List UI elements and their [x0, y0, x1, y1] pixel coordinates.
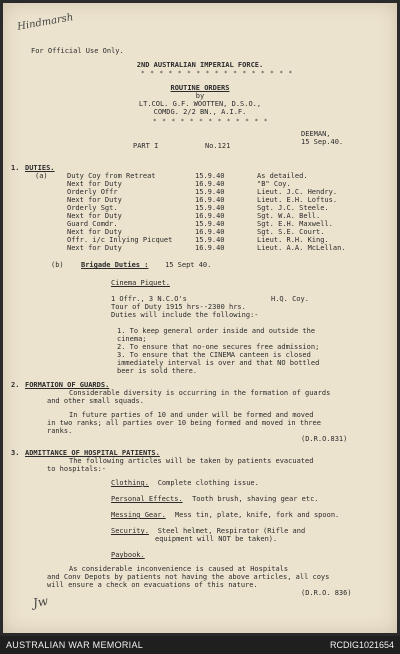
divider: * * * * * * * * * * * * * * * * *: [141, 70, 294, 77]
duty-assignee: Lieut. J.C. Hendry.: [257, 188, 338, 196]
cinema-duty-line: immediately interval is over and that NO bottled: [117, 359, 320, 367]
duty-assignee: "B" Coy.: [257, 180, 291, 188]
duty-date: 15.9.40: [195, 172, 225, 180]
duty-date: 15.9.40: [195, 236, 225, 244]
duty-date: 15.9.40: [195, 188, 225, 196]
duty-name: Next for Duty: [67, 228, 122, 236]
cinema-coy: H.Q. Coy.: [271, 295, 309, 303]
subsection-label: (a): [35, 172, 48, 180]
duty-row: [47, 188, 377, 196]
duty-name: Next for Duty: [67, 180, 122, 188]
duty-name: Next for Duty: [67, 196, 122, 204]
section-number: 3.: [11, 449, 20, 457]
section-title: FORMATION OF GUARDS.: [25, 381, 110, 389]
cinema-duty-line: 2. To ensure that no-one secures free admission;: [117, 343, 320, 351]
article-text: equipment will NOT be taken).: [155, 535, 278, 543]
article-text: Tooth brush, shaving gear etc.: [192, 495, 319, 503]
section-number: 1.: [11, 164, 20, 172]
cinema-heading: Cinema Piquet.: [111, 279, 171, 287]
classification-line: For Official Use Only.: [31, 47, 124, 55]
footer-bar: [0, 636, 400, 654]
duty-assignee: Sgt. J.C. Steele.: [257, 204, 329, 212]
duty-name: Offr. i/c Inlying Picquet: [67, 236, 173, 244]
duty-date: 16.9.40: [195, 196, 225, 204]
cinema-duty-line: 1. To keep general order inside and outside the: [117, 327, 316, 335]
handwritten-annotation: Hindmarsh: [16, 12, 75, 33]
document-title: ROUTINE ORDERS: [170, 84, 230, 92]
duty-row: [47, 172, 377, 180]
duty-date: 16.9.40: [195, 212, 225, 220]
duty-name: Next for Duty: [67, 244, 122, 252]
duty-row: [47, 244, 377, 252]
cinema-duty-line: 3. To ensure that the CINEMA canteen is closed: [117, 351, 311, 359]
paragraph-line: ranks.: [47, 427, 73, 435]
duty-name: Next for Duty: [67, 212, 122, 220]
footer-id: RCDIG1021654: [329, 640, 394, 650]
brigade-duties-date: 15 Sept 40.: [165, 261, 212, 269]
duty-assignee: Sgt. W.A. Bell.: [257, 212, 321, 220]
paragraph-line: and other small squads.: [47, 397, 144, 405]
duty-row: [47, 180, 377, 188]
duty-row: [47, 212, 377, 220]
paragraph-line: will ensure a check on evacuations of this nature.: [47, 581, 258, 589]
footer-source: AUSTRALIAN WAR MEMORIAL: [6, 640, 144, 650]
date: 15 Sep.40.: [301, 138, 344, 146]
article-text: Complete clothing issue.: [157, 479, 259, 487]
cinema-line: Duties will include the following:-: [111, 311, 259, 319]
cinema-line: Tour of Duty 1915 hrs--2300 hrs.: [111, 303, 246, 311]
duty-assignee: Sgt. E.H. Maxwell.: [257, 220, 333, 228]
officer-line: LT.COL. G.F. WOOTTEN, D.S.O.,: [138, 100, 262, 108]
paragraph-line: to hospitals:-: [47, 465, 107, 473]
article-label: Security.: [111, 527, 149, 535]
duty-row: [47, 236, 377, 244]
subsection-label: (b): [51, 261, 64, 269]
reference: (D.R.O.831): [301, 435, 348, 443]
divider: * * * * * * * * * * * * *: [153, 118, 269, 125]
duty-date: 15.9.40: [195, 220, 225, 228]
article-text: Steel helmet, Respirator (Rifle and: [157, 527, 306, 535]
part-label: PART I: [133, 142, 159, 150]
duty-row: [47, 228, 377, 236]
paragraph-line: The following articles will be taken by patients evacuated: [69, 457, 314, 465]
paragraph-line: and Conv Depots by patients not having the above articles, all coys: [47, 573, 330, 581]
section-title: DUTIES.: [25, 164, 55, 172]
duty-assignee: Sgt. S.E. Court.: [257, 228, 325, 236]
reference: (D.R.O. 836): [301, 589, 352, 597]
duty-assignee: Lieut. A.A. McLellan.: [257, 244, 346, 252]
article-label: Personal Effects.: [111, 495, 183, 503]
order-number: No.121: [205, 142, 231, 150]
article-text: Mess tin, plate, knife, fork and spoon.: [174, 511, 340, 519]
cinema-duty-line: beer is sold there.: [117, 367, 198, 375]
place: DEEMAN,: [301, 130, 331, 138]
paragraph-line: in two ranks; all parties over 10 being formed and moved in three: [47, 419, 321, 427]
duty-date: 16.9.40: [195, 244, 225, 252]
command-line: COMDG. 2/2 BN., A.I.F.: [153, 108, 247, 116]
duty-assignee: Lieut. R.H. King.: [257, 236, 329, 244]
section-title: ADMITTANCE OF HOSPITAL PATIENTS.: [25, 449, 160, 457]
section-number: 2.: [11, 381, 20, 389]
duty-row: [47, 196, 377, 204]
duty-name: Orderly Offr: [67, 188, 118, 196]
article-label: Messing Gear.: [111, 511, 166, 519]
paragraph-line: In future parties of 10 and under will be formed and moved: [69, 411, 314, 419]
paragraph-line: As considerable inconvenience is caused at Hospitals: [69, 565, 289, 573]
article-label: Clothing.: [111, 479, 149, 487]
duty-name: Guard Comdr.: [67, 220, 118, 228]
cinema-line: 1 Offr., 3 N.C.O's: [111, 295, 187, 303]
handwritten-initials: Jw: [31, 593, 50, 611]
duty-date: 15.9.40: [195, 204, 225, 212]
paybook-item: Paybook.: [111, 551, 145, 559]
duty-row: [47, 204, 377, 212]
cinema-duty-line: cinema;: [117, 335, 147, 343]
duty-name: Duty Coy from Retreat: [67, 172, 156, 180]
duty-assignee: As detailed.: [257, 172, 308, 180]
duty-row: [47, 220, 377, 228]
brigade-duties-heading: Brigade Duties :: [81, 261, 149, 269]
duty-name: Orderly Sgt.: [67, 204, 118, 212]
paragraph-line: Considerable diversity is occurring in the formation of guards: [69, 389, 331, 397]
force-heading: 2ND AUSTRALIAN IMPERIAL FORCE.: [136, 61, 264, 69]
duty-date: 16.9.40: [195, 228, 225, 236]
duty-date: 16.9.40: [195, 180, 225, 188]
by-line: by: [195, 92, 205, 100]
document-page: [3, 3, 397, 633]
duty-assignee: Lieut. E.H. Loftus.: [257, 196, 338, 204]
